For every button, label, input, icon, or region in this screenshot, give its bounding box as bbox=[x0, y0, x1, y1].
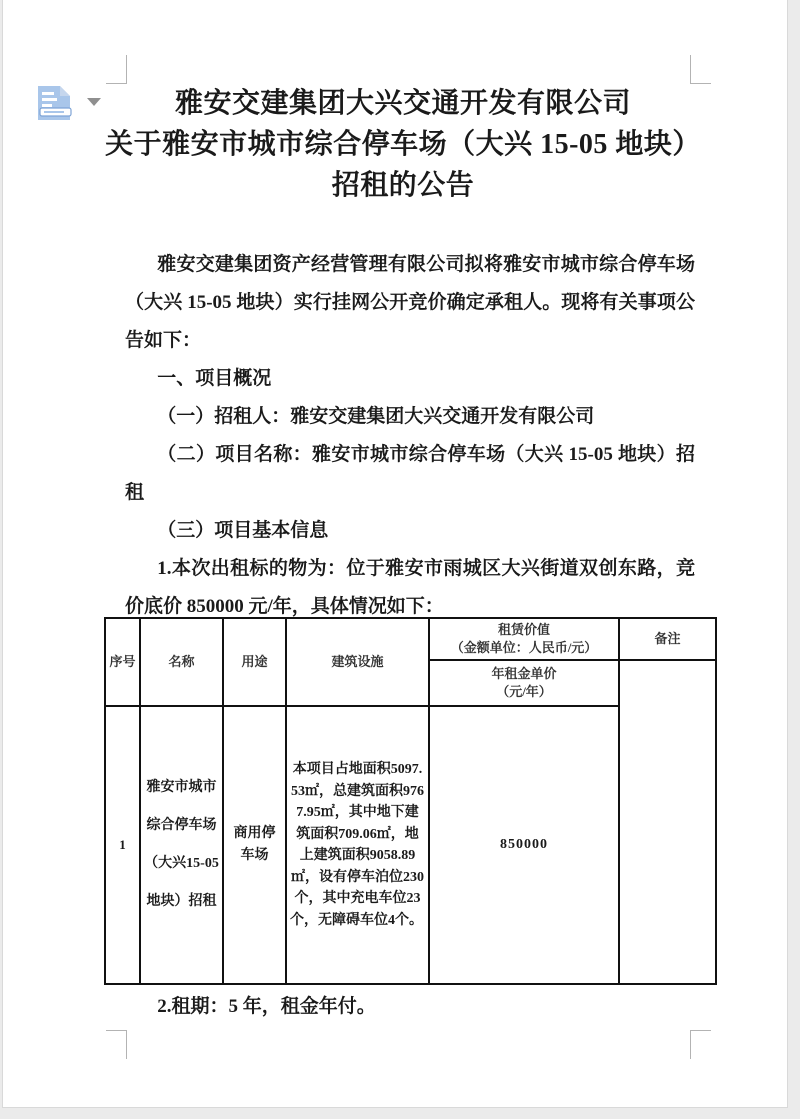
title-line-1: 雅安交建集团大兴交通开发有限公司 bbox=[174, 88, 631, 119]
cell-annual-rent: 850000 bbox=[429, 706, 619, 984]
header-use: 用途 bbox=[223, 618, 286, 706]
cell-name: 雅安市城市综合停车场（大兴15-05地块）招租 bbox=[140, 706, 223, 984]
margin-mark-bottom-right-icon bbox=[690, 1030, 711, 1059]
section-item-subject-matter: 1.本次出租标的物为：位于雅安市雨城区大兴街道双创东路，竞价底价 850000 元/年，具体情况如下： bbox=[125, 558, 695, 617]
header-name: 名称 bbox=[140, 618, 223, 706]
margin-mark-top-left-icon bbox=[106, 55, 127, 84]
document-page bbox=[2, 0, 788, 1108]
document-body bbox=[125, 246, 695, 626]
cell-facilities: 本项目占地面积5097.53㎡，总建筑面积9767.95㎡，其中地下建筑面积709.06㎡，地上建筑面积9058.89㎡，设有停车泊位230个，其中充电车位23个，无障碍车位4个。 bbox=[286, 706, 429, 984]
header-rent-value-label: 租赁价值 bbox=[497, 622, 550, 637]
cell-use: 商用停车场 bbox=[223, 706, 286, 984]
margin-mark-bottom-left-icon bbox=[106, 1030, 127, 1059]
title-line-2: 关于雅安市城市综合停车场（大兴 15-05 地块） bbox=[105, 129, 701, 160]
section-item-lessor: （一）招租人：雅安交建集团大兴交通开发有限公司 bbox=[157, 406, 595, 427]
title-line-3: 招租的公告 bbox=[331, 170, 475, 201]
header-annual-rent-label: 年租金单价 bbox=[491, 666, 557, 681]
header-remarks: 备注 bbox=[619, 618, 716, 660]
header-rent-value-unit: （金额单位：人民币/元） bbox=[450, 640, 598, 655]
closing-paragraph-wrap bbox=[125, 988, 695, 1026]
header-seq: 序号 bbox=[105, 618, 140, 706]
intro-paragraph: 雅安交建集团资产经营管理有限公司拟将雅安市城市综合停车场（大兴 15-05 地块）实行挂网公开竞价确定承租人。现将有关事项公告如下： bbox=[125, 254, 695, 351]
document-title bbox=[23, 83, 783, 206]
header-annual-rent bbox=[429, 660, 619, 706]
project-info-table bbox=[104, 617, 717, 985]
cell-seq: 1 bbox=[105, 706, 140, 984]
section-item-basic-info: （三）项目基本信息 bbox=[157, 520, 329, 541]
header-rent-value bbox=[429, 618, 619, 660]
section-heading-1: 一、项目概况 bbox=[157, 368, 272, 389]
closing-paragraph: 2.租期：5 年，租金年付。 bbox=[157, 996, 376, 1017]
header-facilities: 建筑设施 bbox=[286, 618, 429, 706]
section-item-project-name: （二）项目名称：雅安市城市综合停车场（大兴 15-05 地块）招租 bbox=[125, 444, 695, 503]
header-annual-rent-unit: （元/年） bbox=[496, 684, 552, 699]
margin-mark-top-right-icon bbox=[690, 55, 711, 84]
cell-remarks bbox=[619, 660, 716, 984]
